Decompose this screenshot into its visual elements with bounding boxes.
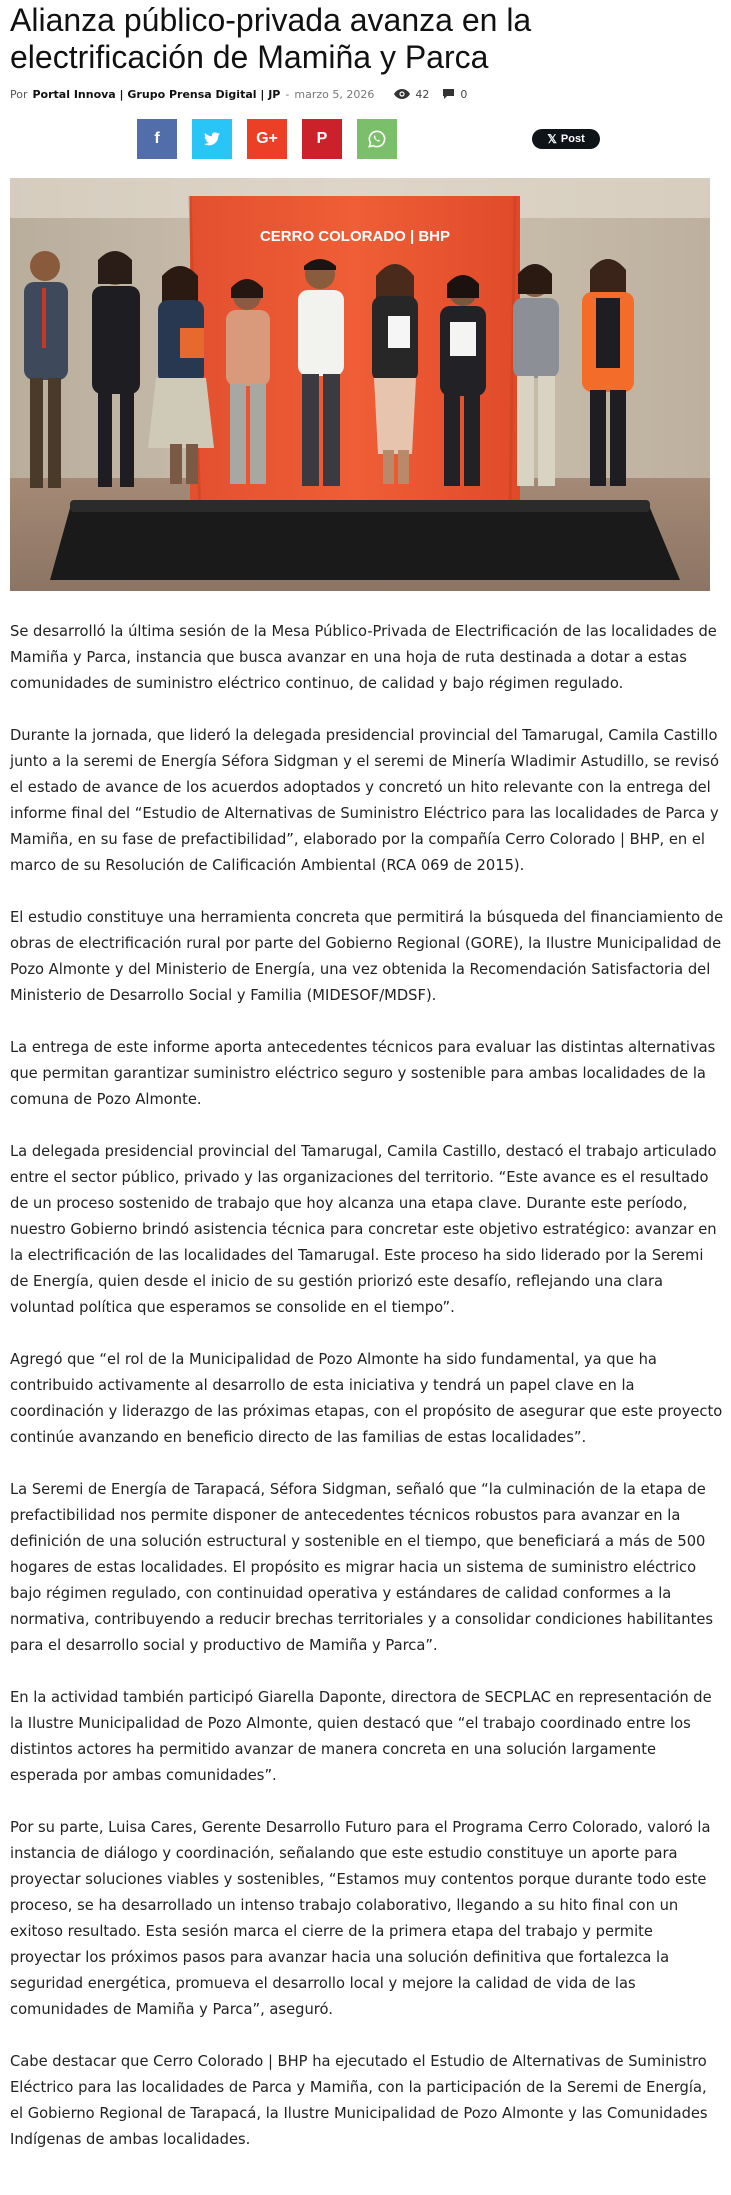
x-post-label: Post: [560, 133, 585, 145]
facebook-share-button[interactable]: [137, 119, 177, 159]
person-6: [372, 264, 418, 484]
googleplus-share-button[interactable]: [247, 119, 287, 159]
share-bar: [137, 119, 412, 159]
comments-counter[interactable]: [443, 88, 467, 101]
meta-separator: -: [285, 87, 290, 101]
group-photo-illustration: [10, 178, 710, 591]
twitter-share-button[interactable]: [192, 119, 232, 159]
paragraph: La delegada presidencial provincial del Tamarugal, Camila Castillo, destacó el trabajo articulado entre el sector público, privado y las organizaciones del territorio. “Este avance es el resultado de un proceso sostenido de trabajo que hoy alcanza una etapa clave. Durante este período, nuestro Gobierno brindó asistencia técnica para concretar este objetivo estratégico: avanzar en la electrificación de las localidades del Tamarugal. Este proceso ha sido liderado por la Seremi de Energía, quien desde el inicio de su gestión priorizó este desafío, reflejando una clara voluntad política que esperamos se consolide en el tiempo”.: [10, 1143, 717, 1316]
views-counter: [394, 88, 429, 101]
facebook-icon: f: [154, 130, 160, 147]
comment-icon: [443, 89, 454, 99]
publish-date: marzo 5, 2026: [294, 87, 375, 101]
banner-logo-text: CERRO COLORADO | BHP: [259, 228, 451, 245]
by-label: Por: [10, 87, 28, 101]
author-link[interactable]: Portal Innova | Grupo Prensa Digital | JP: [32, 87, 281, 101]
x-post-button[interactable]: [532, 129, 600, 149]
paragraph: Agregó que “el rol de la Municipalidad de Pozo Almonte ha sido fundamental, ya que ha contribuido activamente al desarrollo de esta iniciativa y tendrá un papel clave en la coordinación y liderazgo de las próximas etapas, con el propósito de asegurar que este proyecto continúe avanzando en beneficio directo de las familias de estas localidades”.: [10, 1351, 723, 1446]
paragraph: La entrega de este informe aporta antecedentes técnicos para evaluar las distintas alternativas que permitan garantizar suministro eléctrico seguro y sostenible para ambas localidades de la comuna de Pozo Almonte.: [10, 1039, 716, 1108]
stage-table: [50, 508, 680, 580]
paragraph: El estudio constituye una herramienta concreta que permitirá la búsqueda del financiamiento de obras de electrificación rural por parte del Gobierno Regional (GORE), la Ilustre Municipalidad de Pozo Almonte y del Ministerio de Energía, una vez obtenida la Recomendación Satisfactoria del Ministerio de Desarrollo Social y Familia (MIDESOF/MDSF).: [10, 909, 724, 1004]
paragraph: Cabe destacar que Cerro Colorado | BHP ha ejecutado el Estudio de Alternativas de Suministro Eléctrico para las localidades de Parca y Mamiña, con la participación de la Seremi de Energía, el Gobierno Regional de Tarapacá, la Ilustre Municipalidad de Pozo Almonte y las Comunidades Indígenas de ambas localidades.: [10, 2053, 708, 2148]
article-meta: [10, 85, 467, 103]
eye-icon: [394, 89, 410, 99]
pinterest-share-button[interactable]: [302, 119, 342, 159]
googleplus-icon: G+: [256, 130, 278, 147]
article-body: [10, 619, 724, 2179]
views-count: 42: [415, 87, 430, 101]
whatsapp-share-button[interactable]: [357, 119, 397, 159]
twitter-icon: [204, 132, 220, 146]
whatsapp-icon: [368, 130, 386, 148]
article-title: Alianza público-privada avanza en la electrificación de Mamiña y Parca: [10, 2, 532, 75]
paragraph: Por su parte, Luisa Cares, Gerente Desarrollo Futuro para el Programa Cerro Colorado, valoró la instancia de diálogo y coordinación, señalando que este estudio constituye un aporte para proyectar soluciones viables y sostenibles, “Estamos muy contentos porque durante todo este proceso, se ha desarrollado un intenso trabajo colaborativo, llegando a su hito final con un exitoso resultado. Esta sesión marca el cierre de la primera etapa del trabajo y permite proyectar los próximos pasos para avanzar hacia una solución definitiva que fortalezca la seguridad energética, promueva el desarrollo local y mejore la calidad de vida de las comunidades de Mamiña y Parca”, aseguró.: [10, 1819, 711, 2018]
comments-count: 0: [460, 87, 468, 101]
article-photo: [10, 178, 710, 591]
paragraph: En la actividad también participó Giarella Daponte, directora de SECPLAC en representación de la Ilustre Municipalidad de Pozo Almonte, quien destacó que “el trabajo coordinado entre los distintos actores ha permitido avanzar de manera concreta en una solución largamente esperada por ambas comunidades”.: [10, 1689, 712, 1784]
paragraph: Durante la jornada, que lideró la delegada presidencial provincial del Tamarugal, Camila Castillo junto a la seremi de Energía Séfora Sidgman y el seremi de Minería Wladimir Astudillo, se revisó el estado de avance de los acuerdos adoptados y concretó un hito relevante con la entrega del informe final del “Estudio de Alternativas de Suministro Eléctrico para las localidades de Parca y Mamiña, en su fase de prefactibilidad”, elaborado por la compañía Cerro Colorado | BHP, en el marco de su Resolución de Calificación Ambiental (RCA 069 de 2015).: [10, 727, 719, 874]
paragraph: La Seremi de Energía de Tarapacá, Séfora Sidgman, señaló que “la culminación de la etapa de prefactibilidad nos permite disponer de antecedentes técnicos robustos para avanzar en la definición de una solución estructural y sostenible en el tiempo, que beneficiará a más de 500 hogares de estas localidades. El propósito es migrar hacia un sistema de suministro eléctrico bajo régimen regulado, con continuidad operativa y estándares de calidad conformes a la normativa, contribuyendo a reducir brechas territoriales y a consolidar condiciones habilitantes para el desarrollo social y productivo de Mamiña y Parca”.: [10, 1481, 714, 1654]
paragraph: Se desarrolló la última sesión de la Mesa Público-Privada de Electrificación de las localidades de Mamiña y Parca, instancia que busca avanzar en una hoja de ruta destinada a dotar a estas comunidades de suministro eléctrico continuo, de calidad y bajo régimen regulado.: [10, 623, 717, 692]
x-logo-icon: 𝕏: [547, 132, 557, 146]
pinterest-icon: P: [316, 130, 328, 147]
